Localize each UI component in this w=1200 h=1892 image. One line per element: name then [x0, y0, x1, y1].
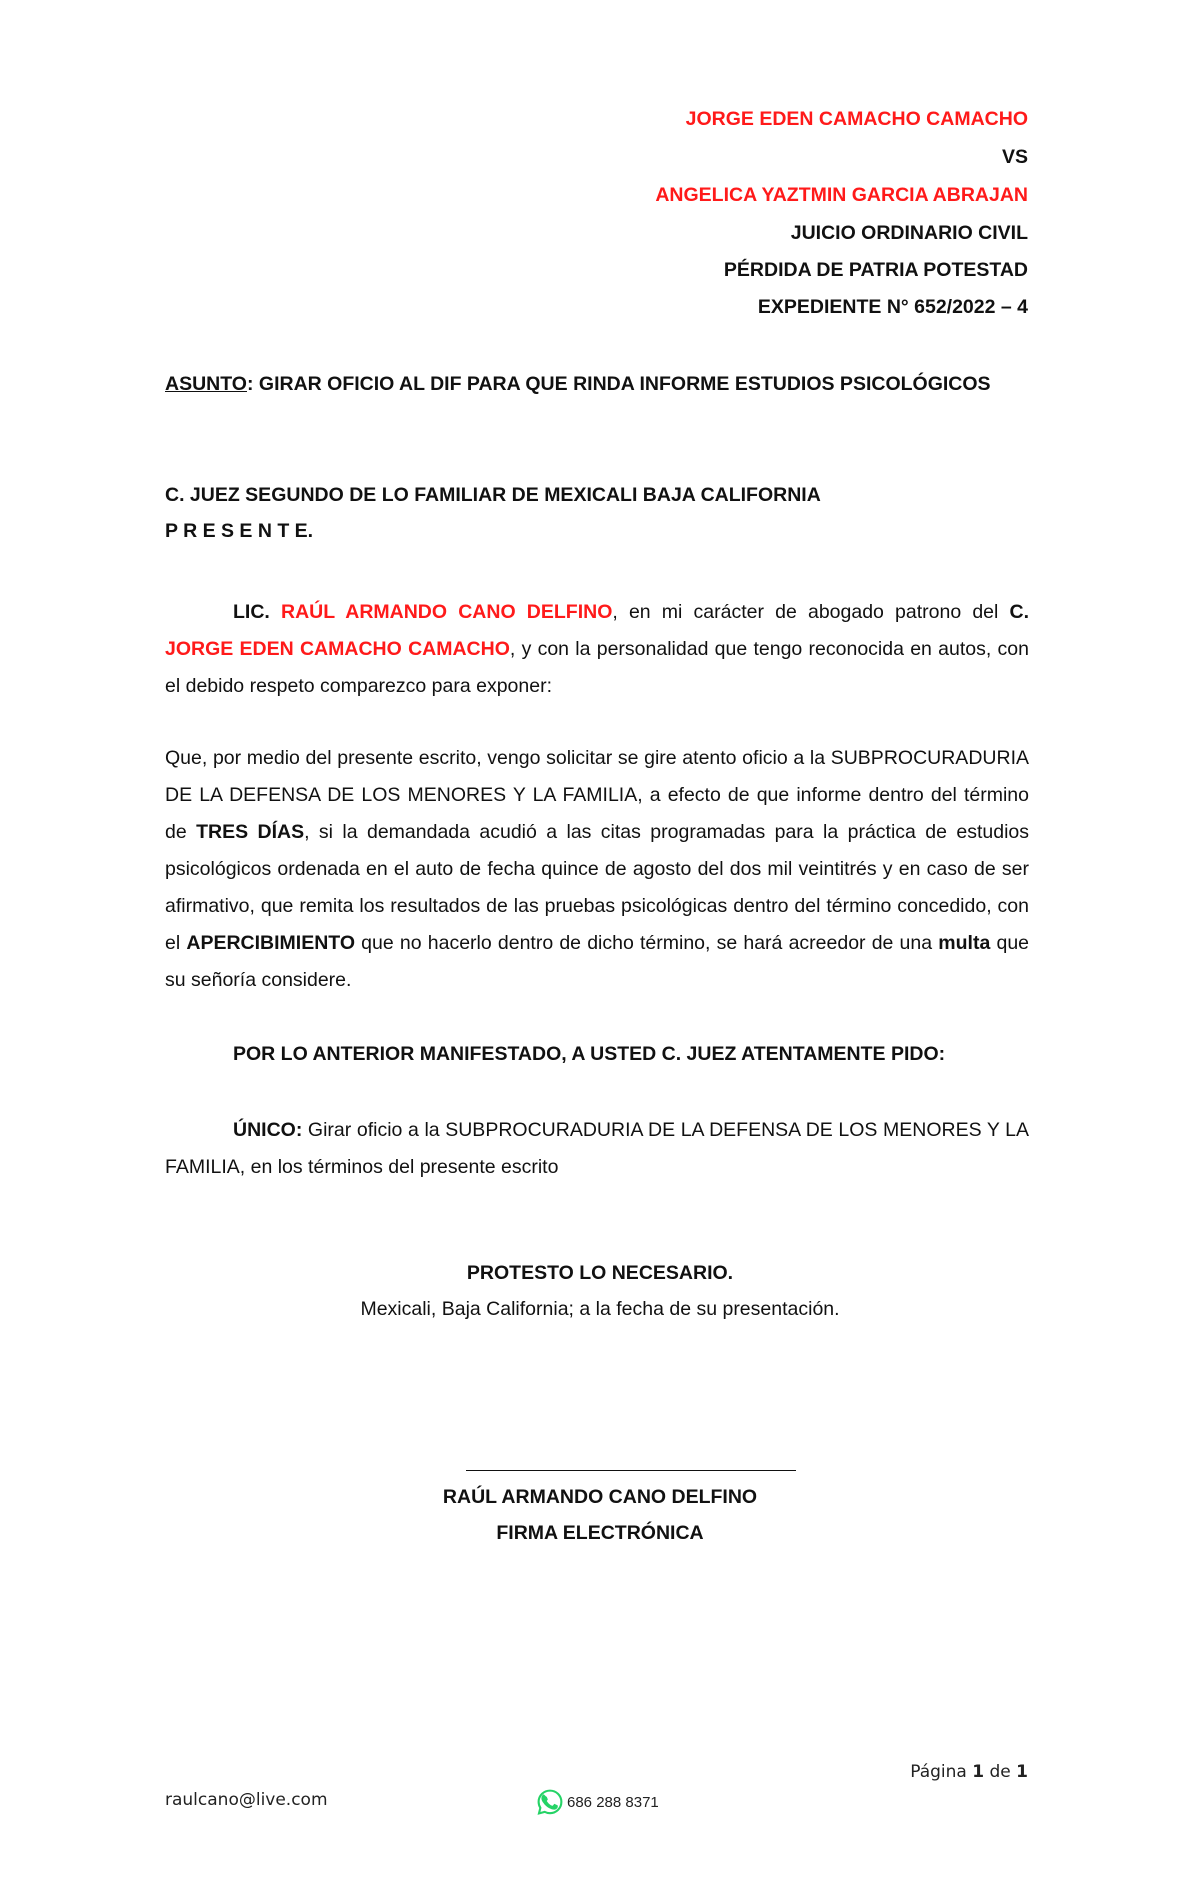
asunto-text: : GIRAR OFICIO AL DIF PARA QUE RINDA INFORME ESTUDIOS PSICOLÓGICOS	[246, 373, 991, 395]
asunto-label: ASUNTO	[165, 373, 247, 395]
plaintiff-name: JORGE EDEN CAMACHO CAMACHO	[685, 108, 1028, 130]
signature-type: FIRMA ELECTRÓNICA	[496, 1522, 704, 1544]
page-number: Página 1 de 1	[910, 1762, 1028, 1782]
footer-phone[interactable]	[536, 1788, 659, 1816]
phone-number: 686 288 8371	[567, 1793, 659, 1811]
case-number: EXPEDIENTE N° 652/2022 – 4	[757, 296, 1028, 318]
request-paragraph: Que, por medio del presente escrito, vengo solicitar se gire atento oficio a la SUBPROCURADURIA DE LA DEFENSA DE LOS MENORES Y LA FAMILIA, a efecto de que informe dentro del término de TRES DÍAS, si la demandada acudió a las citas programadas para la práctica de estudios psicológicos ordenada en el auto de fecha quince de agosto del dos mil veintitrés y en caso de ser afirmativo, que remita los resultados de las pruebas psicológicas dentro del término concedido, con el APERCIBIMIENTO que no hacerlo dentro de dicho término, se hará acreedor de una multa que su señoría considere.	[165, 747, 1030, 991]
signer-name: RAÚL ARMANDO CANO DELFINO	[442, 1486, 758, 1508]
unico-paragraph: ÚNICO: Girar oficio a la SUBPROCURADURIA DE LA DEFENSA DE LOS MENORES Y LA FAMILIA, en los términos del presente escrito	[165, 1119, 1029, 1178]
defendant-name: ANGELICA YAZTMIN GARCIA ABRAJAN	[655, 184, 1028, 206]
lawyer-name: RAÚL ARMANDO CANO DELFINO	[281, 601, 613, 623]
footer-email[interactable]: raulcano@live.com	[165, 1790, 328, 1810]
trial-type: JUICIO ORDINARIO CIVIL	[790, 222, 1028, 244]
client-name: JORGE EDEN CAMACHO CAMACHO	[165, 638, 510, 660]
subject-matter: PÉRDIDA DE PATRIA POTESTAD	[723, 259, 1028, 281]
place-date-line: Mexicali, Baja California; a la fecha de su presentación.	[360, 1298, 840, 1320]
intro-paragraph: LIC. RAÚL ARMANDO CANO DELFINO, en mi carácter de abogado patrono del C. JORGE EDEN CAMACHO CAMACHO, y con la personalidad que tengo reconocida en autos, con el debido respeto comparezco para exponer:	[165, 601, 1030, 697]
versus-label: VS	[1001, 146, 1028, 168]
judge-addressee: C. JUEZ SEGUNDO DE LO FAMILIAR DE MEXICALI BAJA CALIFORNIA	[165, 484, 821, 506]
presente-line: P R E S E N T E.	[165, 520, 314, 542]
protesto-line: PROTESTO LO NECESARIO.	[466, 1262, 734, 1284]
whatsapp-icon	[536, 1788, 564, 1816]
petition-line: POR LO ANTERIOR MANIFESTADO, A USTED C. JUEZ ATENTAMENTE PIDO:	[233, 1043, 946, 1065]
asunto-paragraph	[165, 366, 1029, 403]
signature-line	[466, 1470, 796, 1471]
